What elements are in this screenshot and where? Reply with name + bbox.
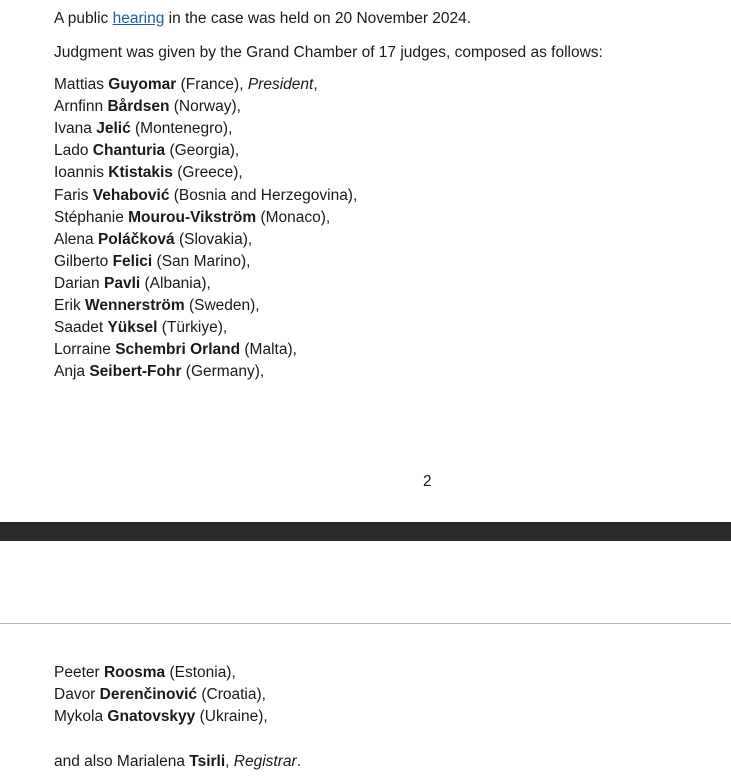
judge-role: President: [247, 76, 314, 93]
judge-country: (Monaco),: [256, 208, 331, 226]
judge-country: (Georgia),: [165, 142, 240, 160]
judge-country: (Bosnia and Herzegovina),: [169, 186, 358, 204]
judge-entry: [54, 295, 260, 317]
judge-country: (Montenegro),: [130, 120, 233, 138]
judge-country: (Albania),: [140, 274, 211, 292]
judge-country: (Slovakia),: [174, 230, 253, 248]
judge-first-name: Ioannis: [54, 164, 104, 182]
judge-first-name: Stéphanie: [54, 208, 124, 226]
judge-first-name: Alena: [54, 230, 94, 248]
judge-surname: Jelić: [96, 120, 131, 138]
page-separator: [0, 522, 731, 541]
judgment-intro: Judgment was given by the Grand Chamber of 17 judges, composed as follows:: [54, 44, 603, 61]
judge-surname: Derenčinović: [99, 686, 198, 703]
judge-surname: Yüksel: [107, 319, 158, 337]
judge-entry: [54, 317, 227, 339]
judge-surname: Guyomar: [108, 76, 177, 93]
judge-first-name: Arnfinn: [54, 98, 104, 116]
judge-surname: Poláčková: [97, 230, 175, 248]
judge-first-name: Saadet: [54, 319, 104, 337]
judge-country: (Malta),: [240, 341, 297, 359]
judge-first-name: Ivana: [54, 120, 92, 138]
judge-surname: Gnatovskyy: [107, 708, 196, 725]
judge-surname: Seibert-Fohr: [89, 363, 182, 381]
judge-first-name: Lado: [54, 142, 89, 160]
judge-surname: Schembri Orland: [115, 341, 241, 359]
judge-first-name: Mykola: [54, 708, 104, 725]
judge-surname: Pavli: [103, 274, 141, 292]
judge-first-name: Mattias: [54, 76, 104, 93]
judge-first-name: Anja: [54, 363, 86, 381]
judge-country: (France),: [176, 76, 248, 93]
judge-first-name: Gilberto: [54, 252, 109, 270]
judge-first-name: Erik: [54, 297, 81, 314]
judge-entry: [54, 118, 232, 140]
judge-country: (Türkiye),: [157, 319, 228, 337]
judge-country: (Ukraine),: [195, 708, 268, 725]
judge-entry: [54, 251, 250, 273]
judge-surname: Bårdsen: [107, 98, 170, 116]
judge-end: ,: [313, 76, 318, 93]
judge-entry: [54, 229, 252, 251]
judge-country: (Greece),: [172, 164, 243, 182]
judge-entry: [54, 185, 357, 207]
judge-country: (Norway),: [169, 98, 241, 116]
page-top-rule: [0, 623, 731, 624]
judge-country: (Estonia),: [165, 664, 236, 681]
judge-surname: Wennerström: [85, 297, 185, 314]
judge-entry: [54, 339, 297, 361]
hearing-link[interactable]: hearing: [112, 10, 165, 27]
judge-entry: [54, 207, 330, 229]
judge-entry: [54, 140, 239, 162]
judge-surname: Felici: [112, 252, 153, 270]
judge-country: (Germany),: [181, 363, 265, 381]
judge-country: (San Marino),: [152, 252, 251, 270]
judge-entry: [54, 162, 243, 184]
judge-country: (Croatia),: [197, 686, 266, 703]
judge-entry: [54, 706, 268, 728]
registrar-line: and also Marialena Tsirli, Registrar.: [54, 753, 301, 770]
judge-entry: [54, 684, 266, 706]
hearing-paragraph: A public hearing in the case was held on 20 November 2024.: [54, 10, 472, 27]
judge-first-name: Davor: [54, 686, 96, 703]
judge-country: (Sweden),: [184, 297, 260, 314]
judge-entry: [54, 662, 236, 684]
document-page-2: [0, 541, 731, 784]
page-number: 2: [423, 473, 432, 490]
judge-entry: [54, 74, 318, 96]
judge-first-name: Darian: [54, 274, 100, 292]
judge-surname: Vehabović: [92, 186, 170, 204]
judge-entry: [54, 96, 241, 118]
judge-surname: Mourou-Vikström: [128, 208, 257, 226]
judge-surname: Chanturia: [92, 142, 166, 160]
judge-entry: [54, 273, 211, 295]
judge-first-name: Lorraine: [54, 341, 111, 359]
judge-surname: Ktistakis: [108, 164, 173, 182]
judge-surname: Roosma: [103, 664, 166, 681]
judge-entry: [54, 361, 264, 383]
judge-first-name: Faris: [54, 186, 89, 204]
judge-first-name: Peeter: [54, 664, 100, 681]
